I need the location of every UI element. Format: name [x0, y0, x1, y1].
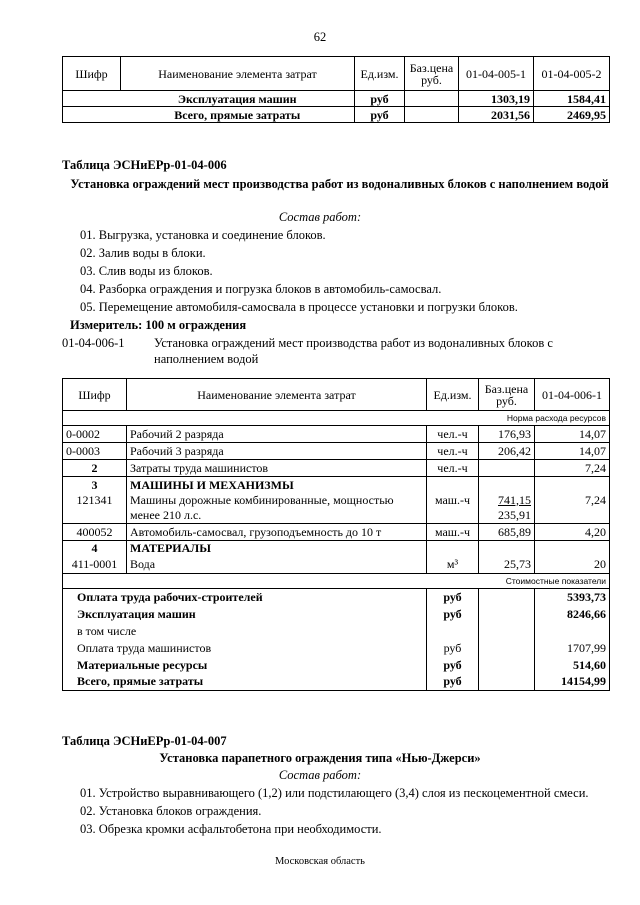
col-header-code: Шифр [63, 379, 127, 411]
cost-unit [427, 622, 479, 639]
measure-unit: Измеритель: 100 м ограждения [70, 318, 247, 332]
cell-unit: маш.-ч [427, 523, 479, 540]
cell-value: 4,20 [535, 523, 610, 540]
cost-value: 514,60 [535, 656, 610, 673]
cell-value: 14,07 [535, 443, 610, 460]
row-unit: руб [355, 91, 405, 107]
cost-name: Эксплуатация машин [63, 605, 427, 622]
table-section-row [63, 540, 610, 556]
cell-price-line: 741,15 [498, 492, 531, 507]
cost-name: Всего, прямые затраты [63, 673, 427, 690]
table-row [63, 443, 610, 460]
table-row [63, 460, 610, 477]
row-name: Всего, прямые затраты [121, 107, 355, 123]
work-steps-007 [80, 786, 640, 842]
cell-name-line: менее 210 л.с. [130, 507, 202, 522]
composition-title: Состав работ: [278, 210, 362, 224]
list-item: 01. Выгрузка, установка и соединение блоков. [80, 228, 326, 242]
cell-code: 3 [63, 477, 127, 493]
cost-value: 8246,66 [535, 605, 610, 622]
cell-unit: чел.-ч [427, 426, 479, 443]
cell-code: 0-0003 [63, 443, 127, 460]
cell-name: Затраты труда машинистов [127, 460, 427, 477]
table-row [63, 523, 610, 540]
cost-row [63, 588, 610, 605]
row-unit: руб [355, 107, 405, 123]
cost-value: 5393,73 [535, 588, 610, 605]
cost-unit: руб [427, 605, 479, 622]
list-item: 03. Обрезка кромки асфальтобетона при необходимости. [80, 822, 382, 836]
cost-value: 14154,99 [535, 673, 610, 690]
table-007-subtitle: Установка парапетного ограждения типа «Нью-Джерси» [159, 751, 481, 765]
page-number: 62 [313, 30, 327, 44]
cost-name: Оплата труда рабочих-строителей [63, 588, 427, 605]
cost-row [63, 622, 610, 639]
col-header-005-1: 01-04-005-1 [459, 57, 534, 91]
cell-name-line: Машины дорожные комбинированные, мощностью [130, 492, 394, 507]
cell-name: Вода [127, 556, 427, 573]
cell-price [479, 460, 535, 477]
cost-name: Оплата труда машинистов [63, 639, 427, 656]
col-header-price: Баз.цена руб. [479, 379, 535, 411]
cost-value [535, 622, 610, 639]
cell-unit: маш.-ч [427, 493, 479, 524]
row-name: Эксплуатация машин [121, 91, 355, 107]
page-footer: Московская область [275, 856, 365, 867]
list-item: 03. Слив воды из блоков. [80, 264, 213, 278]
cost-unit: руб [427, 673, 479, 690]
composition-title-007: Состав работ: [278, 768, 362, 782]
cell-value: 7,24 [535, 493, 610, 524]
list-item: 02. Залив воды в блоки. [80, 246, 206, 260]
cell-value: 7,24 [535, 460, 610, 477]
cell-name [127, 493, 427, 524]
cell-value: 14,07 [535, 426, 610, 443]
cost-name: в том числе [63, 622, 427, 639]
cell-value: 20 [535, 556, 610, 573]
rate-description-cont: наполнением водой [154, 352, 259, 366]
cost-label: Стоимостные показатели [63, 573, 610, 588]
cell-name: Автомобиль-самосвал, грузоподъемность до 10 т [127, 523, 427, 540]
norm-label: Норма расхода ресурсов [63, 411, 610, 426]
col-header-code: Шифр [63, 57, 121, 91]
row-value: 2469,95 [534, 107, 610, 123]
cell-name: Рабочий 2 разряда [127, 426, 427, 443]
cost-name: Материальные ресурсы [63, 656, 427, 673]
cell-price-line: 235,91 [498, 507, 531, 522]
cell-code: 411-0001 [63, 556, 127, 573]
cost-unit: руб [427, 639, 479, 656]
rate-description: Установка ограждений мест производства работ из водоналивных блоков с [154, 336, 553, 350]
row-value: 1303,19 [459, 91, 534, 107]
top-cost-table [62, 56, 610, 123]
row-value: 1584,41 [534, 91, 610, 107]
cell-code: 0-0002 [63, 426, 127, 443]
work-steps [80, 228, 640, 318]
cost-unit: руб [427, 656, 479, 673]
section-heading: МАТЕРИАЛЫ [127, 540, 427, 556]
col-header-price: Баз.цена руб. [405, 57, 459, 91]
col-header-005-2: 01-04-005-2 [534, 57, 610, 91]
cell-name: Рабочий 3 разряда [127, 443, 427, 460]
rate-code: 01-04-006-1 [62, 336, 125, 350]
col-header-unit: Ед.изм. [355, 57, 405, 91]
col-header-006-1: 01-04-006-1 [535, 379, 610, 411]
list-item: 02. Установка блоков ограждения. [80, 804, 262, 818]
list-item: 04. Разборка ограждения и погрузка блоков в автомобиль-самосвал. [80, 282, 442, 296]
cell-unit: м³ [427, 556, 479, 573]
cell-price [479, 493, 535, 524]
cell-price: 206,42 [479, 443, 535, 460]
table-006-title: Таблица ЭСНиЕРр-01-04-006 [62, 158, 227, 172]
table-row [63, 493, 610, 524]
col-header-name: Наименование элемента затрат [121, 57, 355, 91]
cost-row [63, 639, 610, 656]
resource-table [62, 378, 610, 691]
table-section-row [63, 477, 610, 493]
cell-unit: чел.-ч [427, 443, 479, 460]
cost-row [63, 656, 610, 673]
table-row [63, 91, 610, 107]
cell-code: 400052 [63, 523, 127, 540]
cell-price: 685,89 [479, 523, 535, 540]
cell-code: 121341 [63, 493, 127, 524]
cell-price: 176,93 [479, 426, 535, 443]
cell-unit: чел.-ч [427, 460, 479, 477]
list-item: 01. Устройство выравнивающего (1,2) или подстилающего (3,4) слоя из пескоцементной смеси. [80, 786, 589, 800]
cell-code: 4 [63, 540, 127, 556]
table-007-title: Таблица ЭСНиЕРр-01-04-007 [62, 734, 227, 748]
table-row [63, 556, 610, 573]
row-value: 2031,56 [459, 107, 534, 123]
cost-value: 1707,99 [535, 639, 610, 656]
cost-row [63, 605, 610, 622]
col-header-unit: Ед.изм. [427, 379, 479, 411]
cell-code: 2 [63, 460, 127, 477]
list-item: 05. Перемещение автомобиля-самосвала в процессе установки и погрузки блоков. [80, 300, 518, 314]
table-row [63, 426, 610, 443]
section-heading: МАШИНЫ И МЕХАНИЗМЫ [127, 477, 427, 493]
table-006-subtitle: Установка ограждений мест производства работ из водоналивных блоков с наполнением водой [70, 177, 609, 191]
col-header-name: Наименование элемента затрат [127, 379, 427, 411]
cell-price: 25,73 [479, 556, 535, 573]
table-row [63, 107, 610, 123]
cost-unit: руб [427, 588, 479, 605]
cost-row [63, 673, 610, 690]
